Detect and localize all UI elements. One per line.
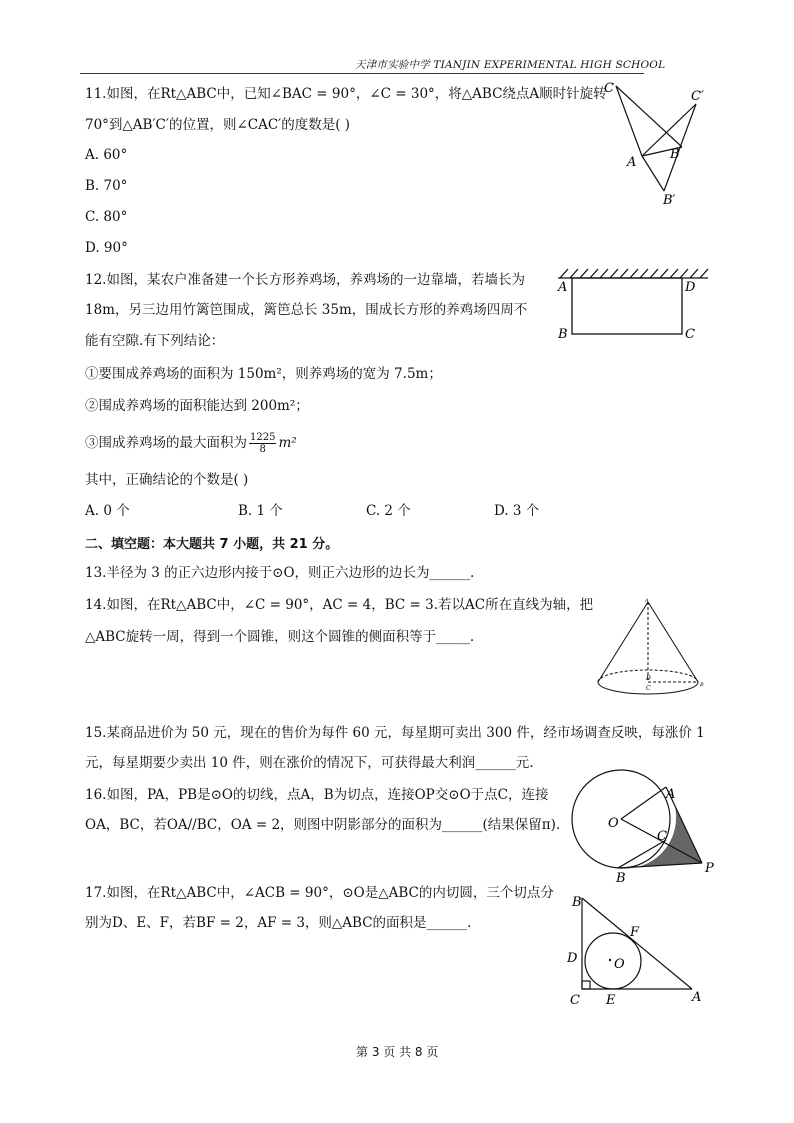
- q12-option-b: B. 1 个: [238, 503, 283, 519]
- q15-line1: 15.某商品进价为 50 元，现在的售价为每件 60 元，每星期可卖出 300 件，经市场调查反映，每涨价 1: [85, 725, 705, 741]
- q11-rotation-figure: [596, 76, 716, 208]
- q16-label-b: B: [616, 871, 626, 886]
- q16-label-c: C: [657, 829, 667, 844]
- q11-line2: 70°到△AB′C′的位置，则∠CAC′的度数是( ): [85, 117, 351, 133]
- q12-label-d: D: [685, 280, 696, 295]
- q14-label-d: D: [646, 675, 651, 682]
- q11-label-a: A: [627, 155, 637, 170]
- q16-label-o: O: [608, 816, 619, 831]
- q12-fraction-num: 1225: [250, 432, 276, 443]
- q13-text: 13.半径为 3 的正六边形内接于⊙O，则正六边形的边长为______.: [85, 565, 475, 581]
- q12-line2: 18m，另三边用竹篱笆围成，篱笆总长 35m，围成长方形的养鸡场四周不: [85, 302, 528, 318]
- q14-line2: △ABC旋转一周，得到一个圆锥，则这个圆锥的侧面积等于_____.: [85, 629, 475, 645]
- q16-label-a: A: [666, 787, 676, 802]
- q12-item1: ①要围成养鸡场的面积为 150m²，则养鸡场的宽为 7.5m；: [85, 366, 442, 382]
- section-title-fill-blank: 二、填空题：本大题共 7 小题，共 21 分。: [85, 537, 339, 552]
- q17-line2: 别为D、E、F，若BF = 2，AF = 3，则△ABC的面积是______.: [85, 915, 472, 931]
- q16-line2: OA，BC，若OA//BC，OA = 2，则图中阴影部分的面积为______(结果保留π).: [85, 817, 561, 833]
- q11-option-a: A. 60°: [85, 147, 128, 163]
- q11-option-c: C. 80°: [85, 209, 128, 225]
- page-number: 第 3 页 共 8 页: [356, 1045, 439, 1059]
- q11-label-b: B: [670, 147, 680, 162]
- q17-label-e: E: [606, 993, 616, 1008]
- q12-line1: 12.如图，某农户准备建一个长方形养鸡场，养鸡场的一边靠墙，若墙长为: [85, 272, 525, 288]
- q12-label-a: A: [558, 280, 568, 295]
- school-header: 天津市实验中学 TIANJIN EXPERIMENTAL HIGH SCHOOL: [355, 59, 666, 71]
- q17-center-dot: [609, 959, 611, 961]
- q11-option-b: B. 70°: [85, 178, 128, 194]
- q16-label-p: P: [705, 861, 714, 876]
- q12-fraction: [249, 432, 276, 455]
- q12-label-b: B: [558, 327, 568, 342]
- q11-label-c-prime: C′: [691, 89, 704, 104]
- q11-line1: 11.如图，在Rt△ABC中，已知∠BAC = 90°，∠C = 30°，将△ABC绕点A顺时针旋转: [85, 86, 607, 102]
- q12-item2: ②围成养鸡场的面积能达到 200m²；: [85, 398, 309, 414]
- q14-label-a: A: [645, 598, 649, 604]
- q12-label-c: C: [685, 327, 695, 342]
- q12-option-d: D. 3 个: [494, 503, 540, 519]
- q17-label-a: A: [692, 990, 702, 1005]
- q12-item3: [85, 432, 297, 455]
- q17-incircle-figure: [562, 890, 712, 1012]
- q14-label-b: B: [700, 682, 704, 688]
- q12-question: 其中，正确结论的个数是( ): [85, 472, 249, 488]
- q12-fraction-den: 8: [259, 444, 266, 455]
- q11-label-b-prime: B′: [663, 193, 676, 208]
- q14-cone-figure: [592, 596, 712, 698]
- q12-item3-unit: m²: [278, 435, 297, 451]
- q17-line1: 17.如图，在Rt△ABC中，∠ACB = 90°，⊙O是△ABC的内切圆，三个切点分: [85, 885, 554, 901]
- header-rule: [80, 73, 644, 74]
- q11-option-d: D. 90°: [85, 240, 128, 256]
- q11-label-c: C: [604, 81, 614, 96]
- q12-option-c: C. 2 个: [366, 503, 411, 519]
- q17-label-b: B: [572, 895, 582, 910]
- q12-option-a: A. 0 个: [85, 503, 130, 519]
- q14-label-c: C: [646, 685, 651, 692]
- q17-label-o: O: [614, 957, 625, 972]
- q14-line1: 14.如图，在Rt△ABC中，∠C = 90°，AC = 4，BC = 3.若以AC所在直线为轴，把: [85, 597, 594, 613]
- q12-wall-figure: [552, 264, 712, 346]
- q15-line2: 元，每星期要少卖出 10 件，则在涨价的情况下，可获得最大利润______元.: [85, 755, 534, 771]
- q12-item3-prefix: ③围成养鸡场的最大面积为: [85, 435, 247, 451]
- q17-label-d: D: [567, 951, 578, 966]
- q16-tangent-figure: [568, 764, 718, 890]
- q16-line1: 16.如图，PA，PB是⊙O的切线，点A，B为切点，连接OP交⊙O于点C，连接: [85, 787, 549, 803]
- q12-line3: 能有空隙.有下列结论：: [85, 333, 225, 349]
- q17-label-c: C: [570, 993, 580, 1008]
- q17-label-f: F: [630, 925, 640, 940]
